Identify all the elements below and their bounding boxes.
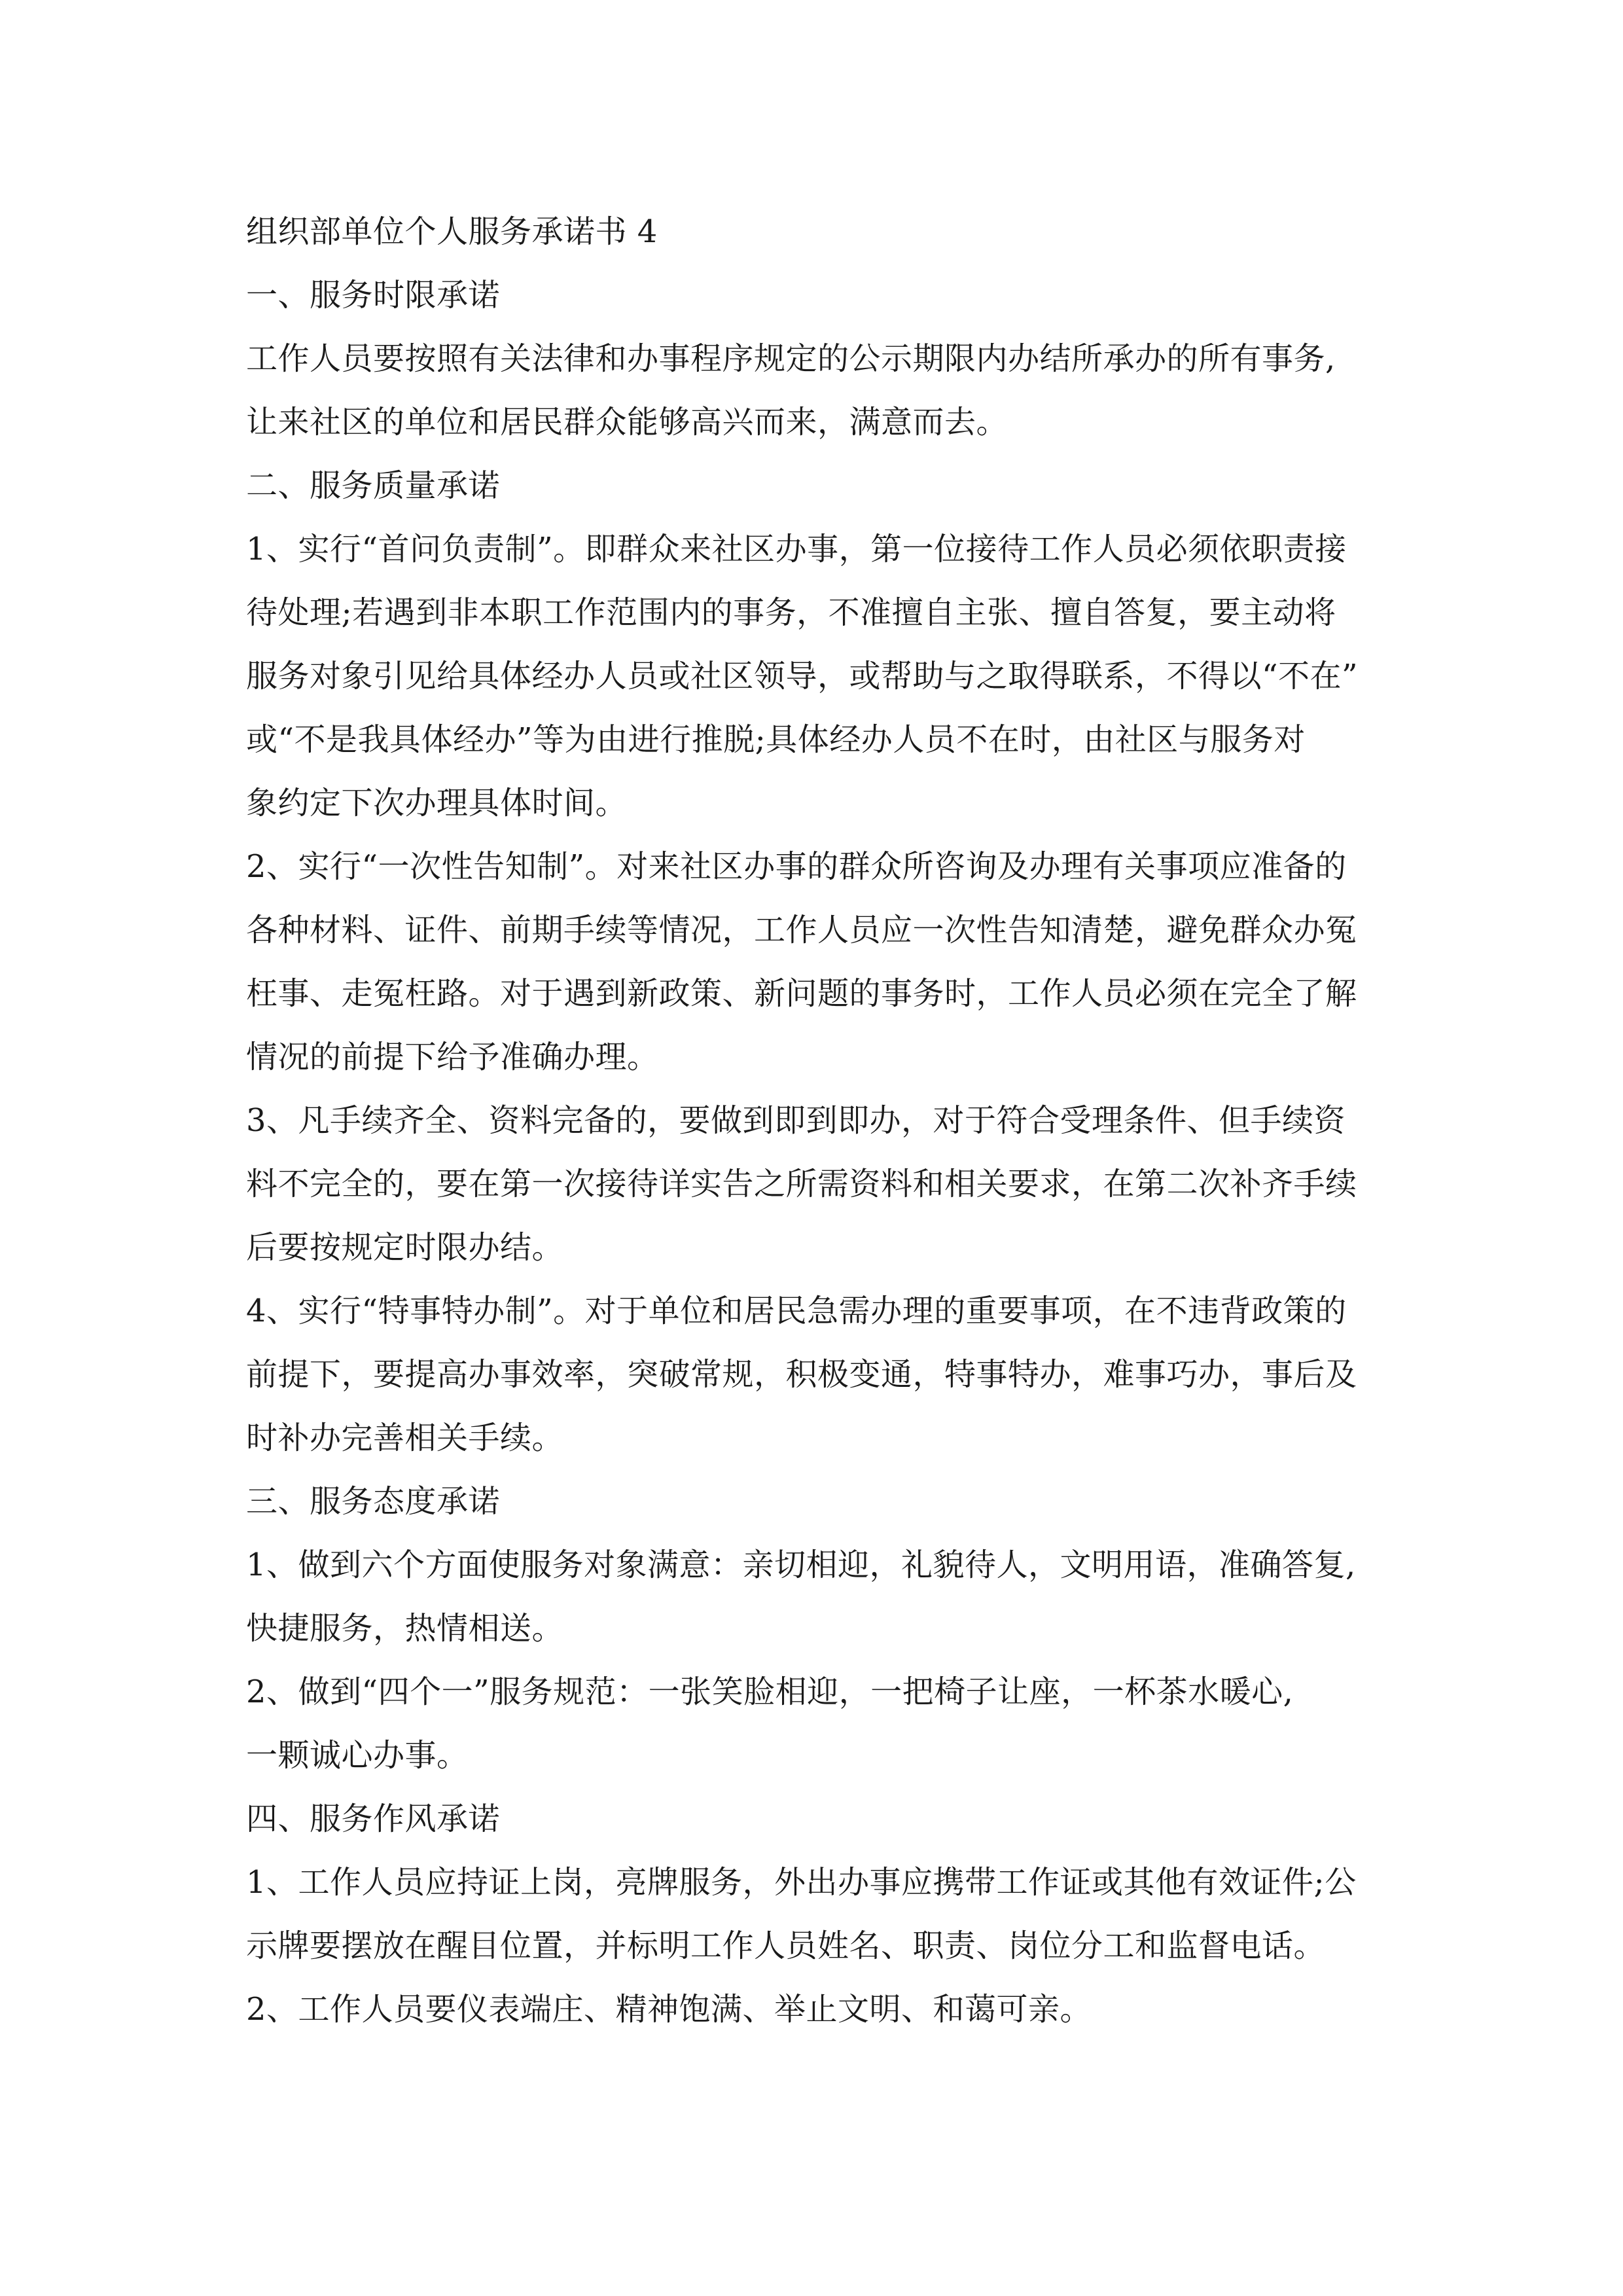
- paragraph-line: 料不完全的，要在第一次接待详实告之所需资料和相关要求，在第二次补齐手续: [246, 1166, 1357, 1202]
- section-heading: 一、服务时限承诺: [246, 277, 501, 314]
- paragraph-line: 或“不是我具体经办”等为由进行推脱;具体经办人员不在时，由社区与服务对: [246, 721, 1306, 758]
- paragraph-line: 一颗诚心办事。: [246, 1737, 469, 1774]
- paragraph-line: 后要按规定时限办结。: [246, 1229, 564, 1266]
- paragraph-line: 1、做到六个方面使服务对象满意：亲切相迎，礼貌待人，文明用语，准确答复,: [246, 1547, 1356, 1583]
- paragraph-line: 示牌要摆放在醒目位置，并标明工作人员姓名、职责、岗位分工和监督电话。: [246, 1928, 1326, 1964]
- paragraph-line: 1、实行“首问负责制”。即群众来社区办事，第一位接待工作人员必须依职责接: [246, 531, 1347, 567]
- paragraph-line: 时补办完善相关手续。: [246, 1420, 564, 1456]
- paragraph-line: 象约定下次办理具体时间。: [246, 785, 628, 821]
- paragraph-line: 服务对象引见给具体经办人员或社区领导，或帮助与之取得联系，不得以“不在”: [246, 658, 1359, 694]
- section-heading: 四、服务作风承诺: [246, 1801, 501, 1837]
- paragraph-line: 1、工作人员应持证上岗，亮牌服务，外出办事应携带工作证或其他有效证件;公: [246, 1864, 1357, 1901]
- document-body: [246, 200, 1385, 2041]
- section-heading: 二、服务质量承诺: [246, 467, 501, 504]
- paragraph-line: 快捷服务，热情相送。: [246, 1610, 564, 1647]
- paragraph-line: 枉事、走冤枉路。对于遇到新政策、新问题的事务时，工作人员必须在完全了解: [246, 975, 1357, 1012]
- section-heading: 三、服务态度承诺: [246, 1483, 501, 1520]
- paragraph-line: 4、实行“特事特办制”。对于单位和居民急需办理的重要事项，在不违背政策的: [246, 1293, 1347, 1329]
- paragraph-line: 3、凡手续齐全、资料完备的，要做到即到即办，对于符合受理条件、但手续资: [246, 1102, 1346, 1139]
- paragraph-line: 待处理;若遇到非本职工作范围内的事务，不准擅自主张、擅自答复，要主动将: [246, 594, 1336, 631]
- paragraph-line: 2、做到“四个一”服务规范：一张笑脸相迎，一把椅子让座，一杯茶水暖心,: [246, 1674, 1294, 1710]
- document-title: 组织部单位个人服务承诺书 4: [246, 213, 658, 250]
- paragraph-line: 2、工作人员要仪表端庄、精神饱满、举止文明、和蔼可亲。: [246, 1991, 1092, 2028]
- paragraph-line: 让来社区的单位和居民群众能够高兴而来，满意而去。: [246, 404, 1008, 440]
- paragraph-line: 前提下，要提高办事效率，突破常规，积极变通，特事特办，难事巧办，事后及: [246, 1356, 1357, 1393]
- paragraph-line: 工作人员要按照有关法律和办事程序规定的公示期限内办结所承办的所有事务,: [246, 340, 1336, 377]
- paragraph-line: 各种材料、证件、前期手续等情况，工作人员应一次性告知清楚，避免群众办冤: [246, 912, 1357, 948]
- paragraph-line: 情况的前提下给予准确办理。: [246, 1039, 659, 1075]
- paragraph-line: 2、实行“一次性告知制”。对来社区办事的群众所咨询及办理有关事项应准备的: [246, 848, 1347, 885]
